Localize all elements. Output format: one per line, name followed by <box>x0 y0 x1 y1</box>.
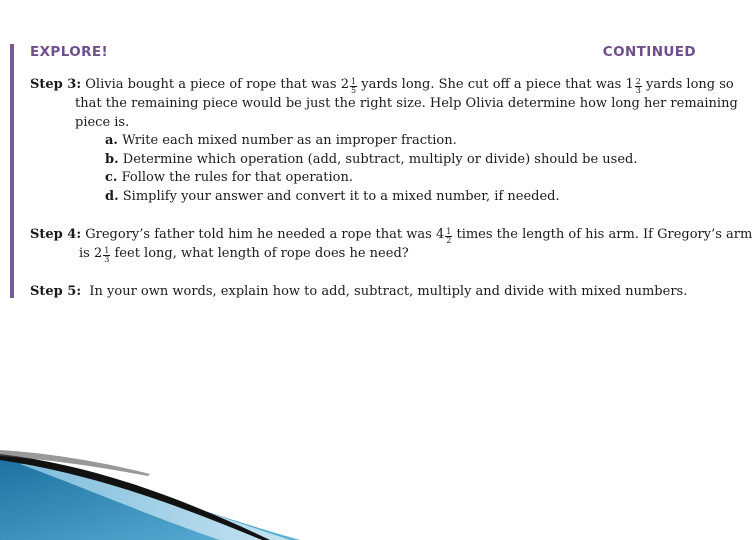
fraction-numerator: 1 <box>446 227 452 236</box>
step-4-line-2 <box>30 245 702 264</box>
step-3-line-1 <box>30 76 734 95</box>
step-3-text-c: yards long so <box>646 77 734 92</box>
header-continued: CONTINUED <box>602 44 696 60</box>
fraction <box>635 78 642 95</box>
sub-letter: d. <box>105 188 119 204</box>
mixed-number-4-1-2 <box>435 227 452 245</box>
step-3-line-2: that the remaining piece would be just the right size. Help Olivia determine how long her remaining <box>75 96 738 111</box>
step-4-text-c: is <box>79 246 90 261</box>
step-3-sub-c <box>30 169 702 188</box>
step-3-sub-d <box>30 188 702 207</box>
sub-text: Write each mixed number as an improper fraction. <box>122 133 457 148</box>
step-4-label: Step 4: <box>30 227 82 242</box>
mixed-whole: 4 <box>435 227 445 242</box>
fraction <box>350 78 357 95</box>
mixed-number-2-1-5 <box>340 77 357 95</box>
left-accent-bar <box>10 44 14 298</box>
sub-letter: a. <box>105 133 118 148</box>
step-3-label: Step 3: <box>30 77 82 92</box>
step-5-block <box>30 283 702 302</box>
step-3-block <box>30 76 738 206</box>
mixed-number-1-2-3 <box>625 77 641 95</box>
step-4-text-a: Gregory’s father told him he needed a rope that was <box>85 227 432 242</box>
fraction-denominator: 5 <box>351 86 357 95</box>
step-4-text-d: feet long, what length of rope does he need? <box>114 246 409 261</box>
decorative-swoosh <box>0 440 720 540</box>
sub-text: Follow the rules for that operation. <box>121 170 354 185</box>
mixed-whole: 2 <box>340 77 349 92</box>
fraction-denominator: 3 <box>635 86 641 95</box>
step-4-block <box>30 226 752 264</box>
step-5-label: Step 5: <box>30 284 82 299</box>
sub-letter: b. <box>105 151 119 167</box>
sub-text: Simplify your answer and convert it to a mixed number, if needed. <box>122 188 560 204</box>
step-3-sub-a <box>30 132 702 151</box>
fraction <box>445 228 452 245</box>
fraction-numerator: 1 <box>104 246 110 255</box>
fraction-numerator: 2 <box>635 77 641 86</box>
step-3-text-a: Olivia bought a piece of rope that was <box>85 77 337 92</box>
sub-letter: c. <box>105 170 118 185</box>
fraction-numerator: 1 <box>351 77 357 86</box>
mixed-whole: 1 <box>625 77 634 92</box>
step-4-text-b: times the length of his arm. If Gregory’s arm <box>456 227 752 242</box>
mixed-whole: 2 <box>93 246 103 261</box>
fraction-denominator: 2 <box>446 236 452 245</box>
mixed-number-2-1-3 <box>93 246 110 264</box>
step-3-sub-b <box>30 151 702 170</box>
step-5-line-1 <box>30 283 702 302</box>
fraction-denominator: 3 <box>104 255 110 264</box>
step-3-line-3: piece is. <box>75 114 130 130</box>
sub-text: Determine which operation (add, subtract, multiply or divide) should be used. <box>122 151 638 167</box>
step-3-text-b: yards long. She cut off a piece that was <box>361 77 622 92</box>
step-4-line-1 <box>30 226 752 245</box>
step-5-text: In your own words, explain how to add, subtract, multiply and divide with mixed numbers. <box>89 284 688 299</box>
header-explore: EXPLORE! <box>30 44 109 60</box>
fraction <box>103 247 110 264</box>
